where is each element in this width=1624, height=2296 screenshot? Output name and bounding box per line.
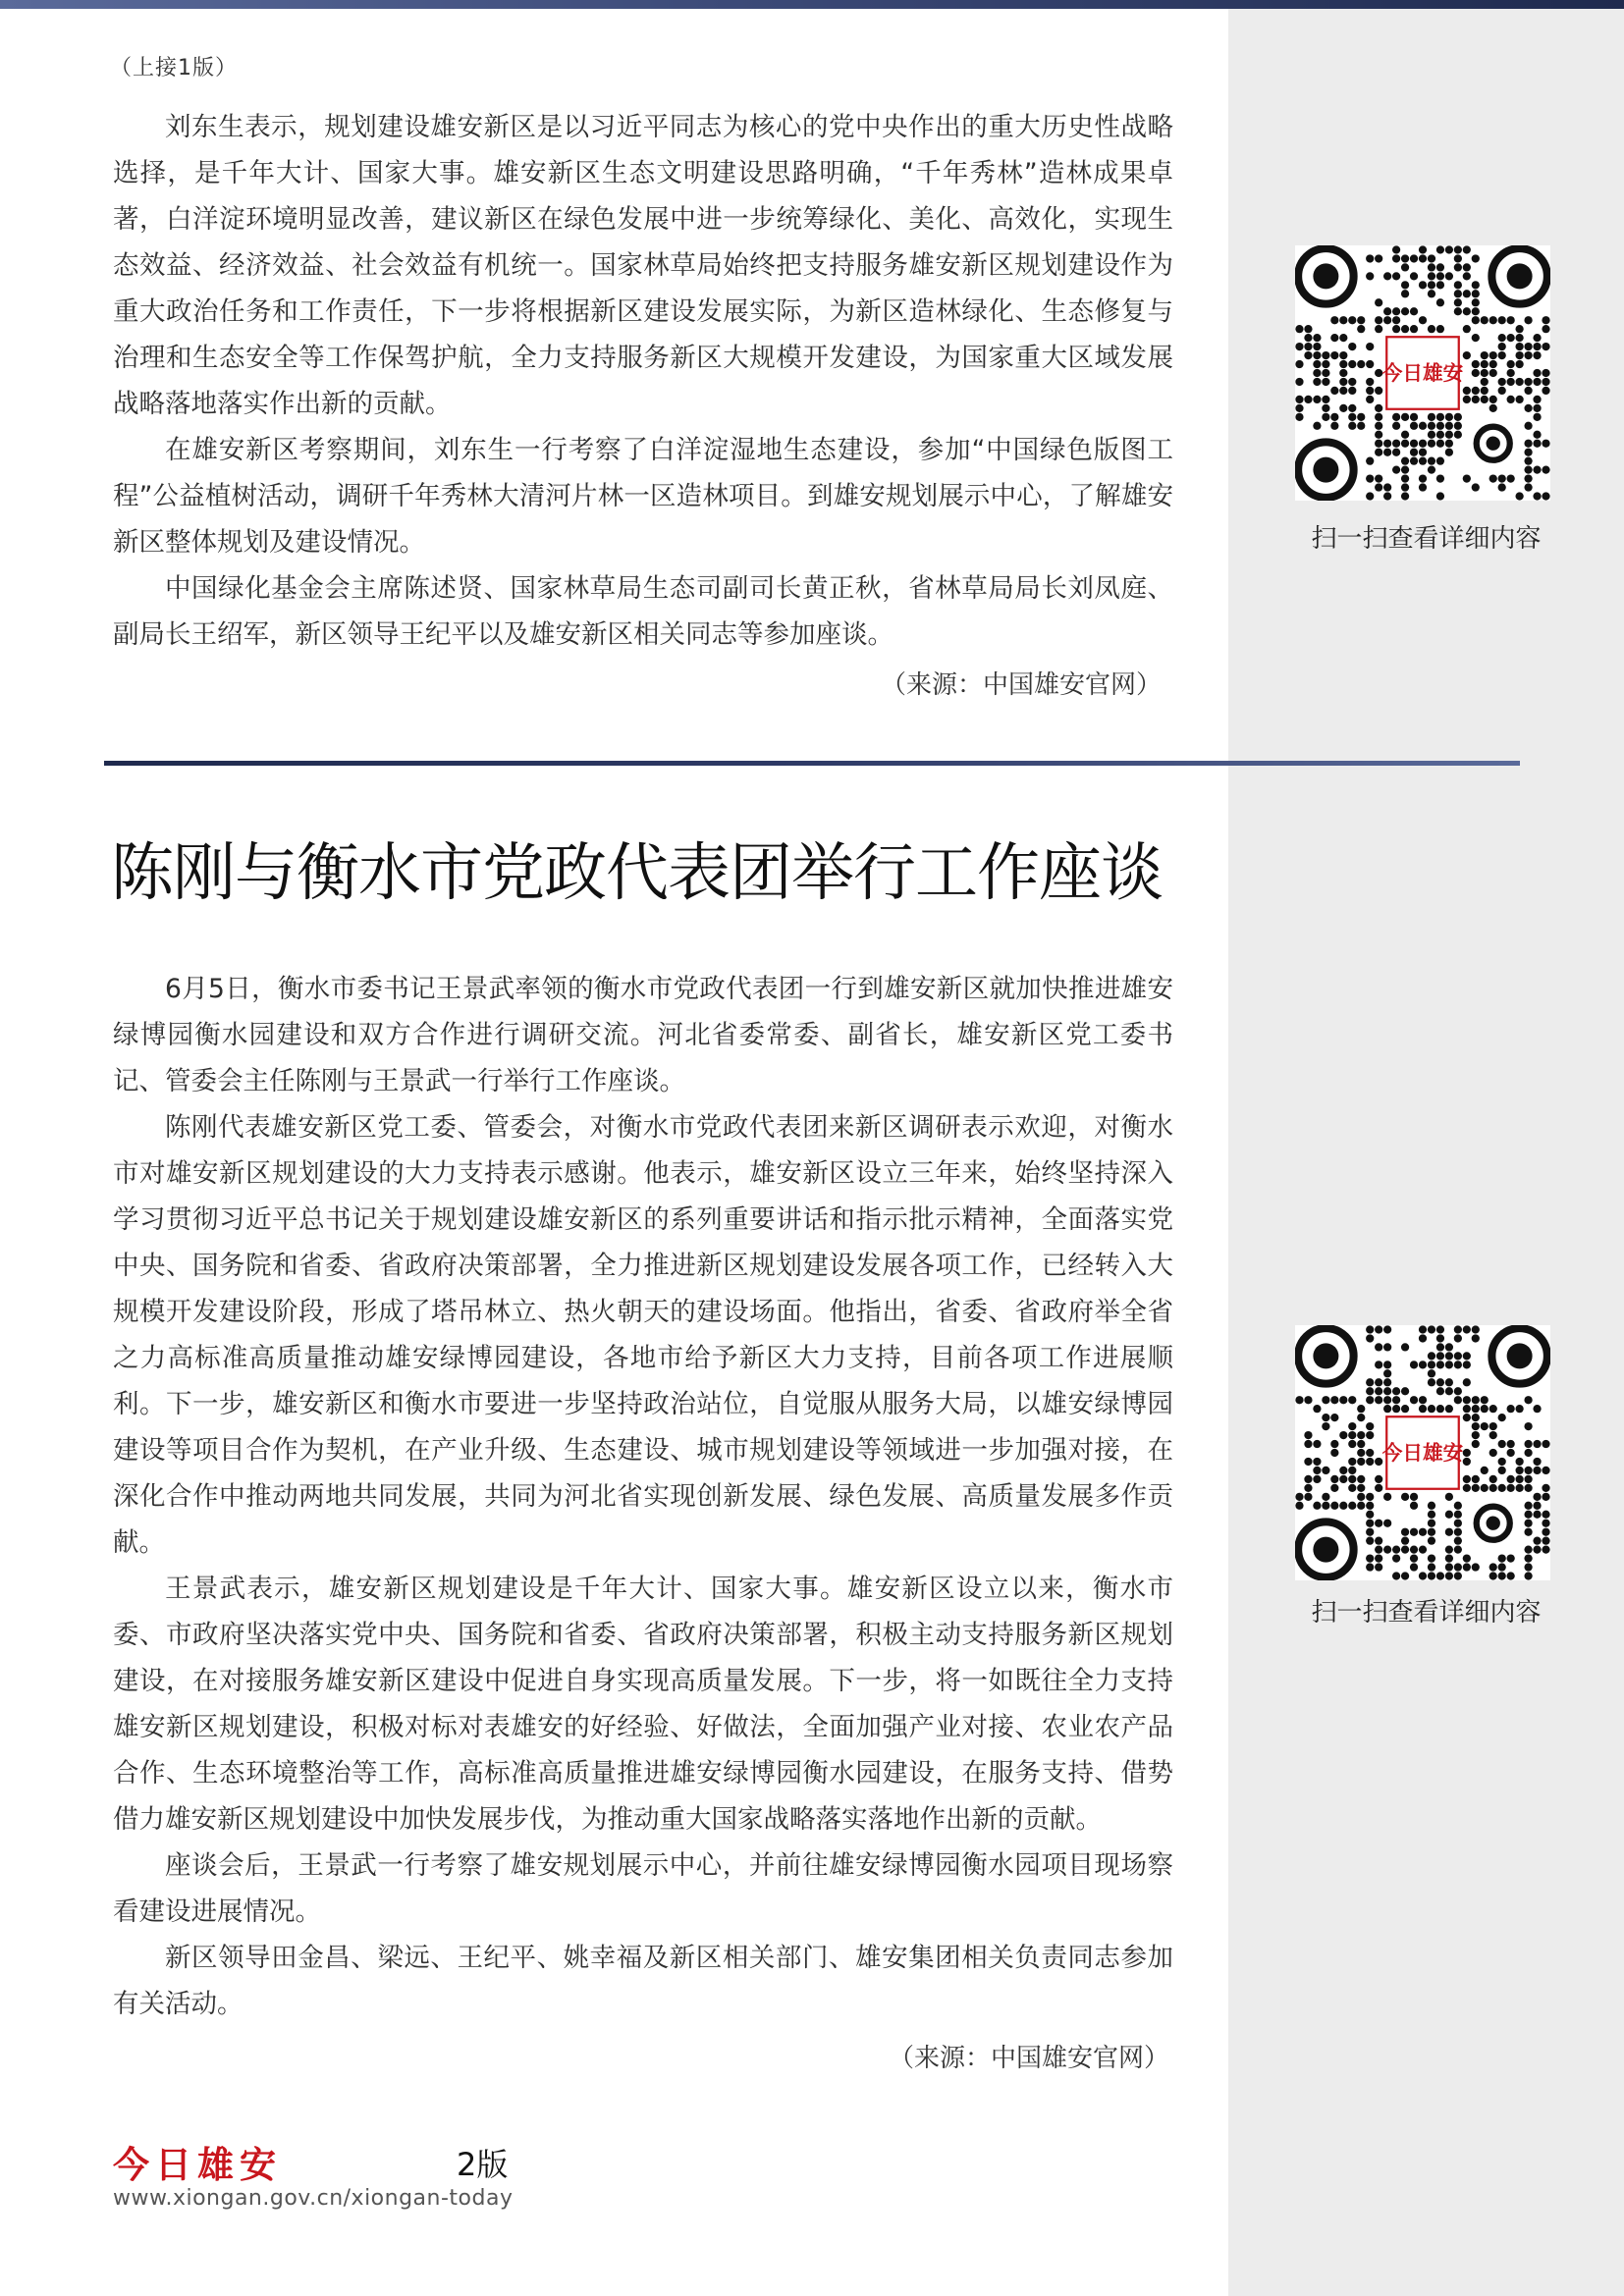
article1-paragraph: 在雄安新区考察期间，刘东生一行考察了白洋淀湿地生态建设，参加“中国绿色版图工程”公益植树活动，调研千年秀林大清河片林一区造林项目。到雄安规划展示中心，了解雄安新区整体规划及建设情况。 [113, 435, 1173, 558]
top-accent-bar [0, 0, 1624, 9]
article2-paragraph: 王景武表示，雄安新区规划建设是千年大计、国家大事。雄安新区设立以来，衡水市委、市政府坚决落实党中央、国务院和省委、省政府决策部署，积极主动支持服务新区规划建设，在对接服务雄安新区建设中促进自身实现高质量发展。下一步，将一如既往全力支持雄安新区规划建设，积极对标对表雄安的好经验、好做法，全面加强产业对接、农业农产品合作、生态环境整治等工作，高标准高质量推进雄安绿博园衡水园建设，在服务支持、借势借力雄安新区规划建设中加快发展步伐，为推动重大国家战略落实落地作出新的贡献。 [113, 1574, 1173, 1835]
article2-paragraph: 新区领导田金昌、梁远、王纪平、姚幸福及新区相关部门、雄安集团相关负责同志参加有关活动。 [113, 1943, 1173, 2019]
section-divider [104, 761, 1520, 766]
article1-paragraph: 刘东生表示，规划建设雄安新区是以习近平同志为核心的党中央作出的重大历史性战略选择，是千年大计、国家大事。雄安新区生态文明建设思路明确，“千年秀林”造林成果卓著，白洋淀环境明显改善，建议新区在绿色发展中进一步统筹绿化、美化、高效化，实现生态效益、经济效益、社会效益有机统一。国家林草局始终把支持服务雄安新区规划建设作为重大政治任务和工作责任，下一步将根据新区建设发展实际，为新区造林绿化、生态修复与治理和生态安全等工作保驾护航，全力支持服务新区大规模开发建设，为国家重大区域发展战略落地落实作出新的贡献。 [113, 112, 1173, 419]
qr-code-2[interactable] [1295, 1325, 1550, 1580]
qr-code-icon [1295, 1325, 1550, 1580]
page-number: 2版 [457, 2146, 509, 2183]
article1-paragraph: 中国绿化基金会主席陈述贤、国家林草局生态司副司长黄正秋，省林草局局长刘凤庭、副局长王绍军，新区领导王纪平以及雄安新区相关同志等参加座谈。 [113, 573, 1173, 650]
article2-paragraph: 座谈会后，王景武一行考察了雄安规划展示中心，并前往雄安绿博园衡水园项目现场察看建设进展情况。 [113, 1850, 1173, 1927]
continued-note: （上接1版） [110, 56, 238, 80]
qr-caption-1: 扫一扫查看详细内容 [1311, 524, 1542, 554]
article2-paragraph: 6月5日，衡水市委书记王景武率领的衡水市党政代表团一行到雄安新区就加快推进雄安绿博园衡水园建设和双方合作进行调研交流。河北省委常委、副省长，雄安新区党工委书记、管委会主任陈刚与王景武一行举行工作座谈。 [113, 974, 1173, 1096]
article2-paragraph: 陈刚代表雄安新区党工委、管委会，对衡水市党政代表团来新区调研表示欢迎，对衡水市对雄安新区规划建设的大力支持表示感谢。他表示，雄安新区设立三年来，始终坚持深入学习贯彻习近平总书记关于规划建设雄安新区的系列重要讲话和指示批示精神，全面落实党中央、国务院和省委、省政府决策部署，全力推进新区规划建设发展各项工作，已经转入大规模开发建设阶段，形成了塔吊林立、热火朝天的建设场面。他指出，省委、省政府举全省之力高标准高质量推动雄安绿博园建设，各地市给予新区大力支持，目前各项工作进展顺利。下一步，雄安新区和衡水市要进一步坚持政治站位，自觉服从服务大局，以雄安绿博园建设等项目合作为契机，在产业升级、生态建设、城市规划建设等领域进一步加强对接，在深化合作中推动两地共同发展，共同为河北省实现创新发展、绿色发展、高质量发展多作贡献。 [113, 1112, 1173, 1558]
qr-center-label: 今日雄安 [1381, 363, 1464, 386]
brand-logo: 今日雄安 [113, 2146, 282, 2186]
qr-caption-2: 扫一扫查看详细内容 [1311, 1598, 1542, 1628]
article1-source: （来源：中国雄安官网） [881, 670, 1163, 700]
article1-body [113, 104, 1173, 658]
site-url[interactable]: www.xiongan.gov.cn/xiongan-today [113, 2186, 514, 2211]
qr-center-label: 今日雄安 [1381, 1443, 1464, 1466]
article2-headline: 陈刚与衡水市党政代表团举行工作座谈 [111, 837, 1163, 910]
qr-code-icon [1295, 245, 1550, 501]
article2-source: （来源：中国雄安官网） [889, 2044, 1170, 2073]
article2-body [113, 966, 1173, 2027]
qr-code-1[interactable] [1295, 245, 1550, 501]
